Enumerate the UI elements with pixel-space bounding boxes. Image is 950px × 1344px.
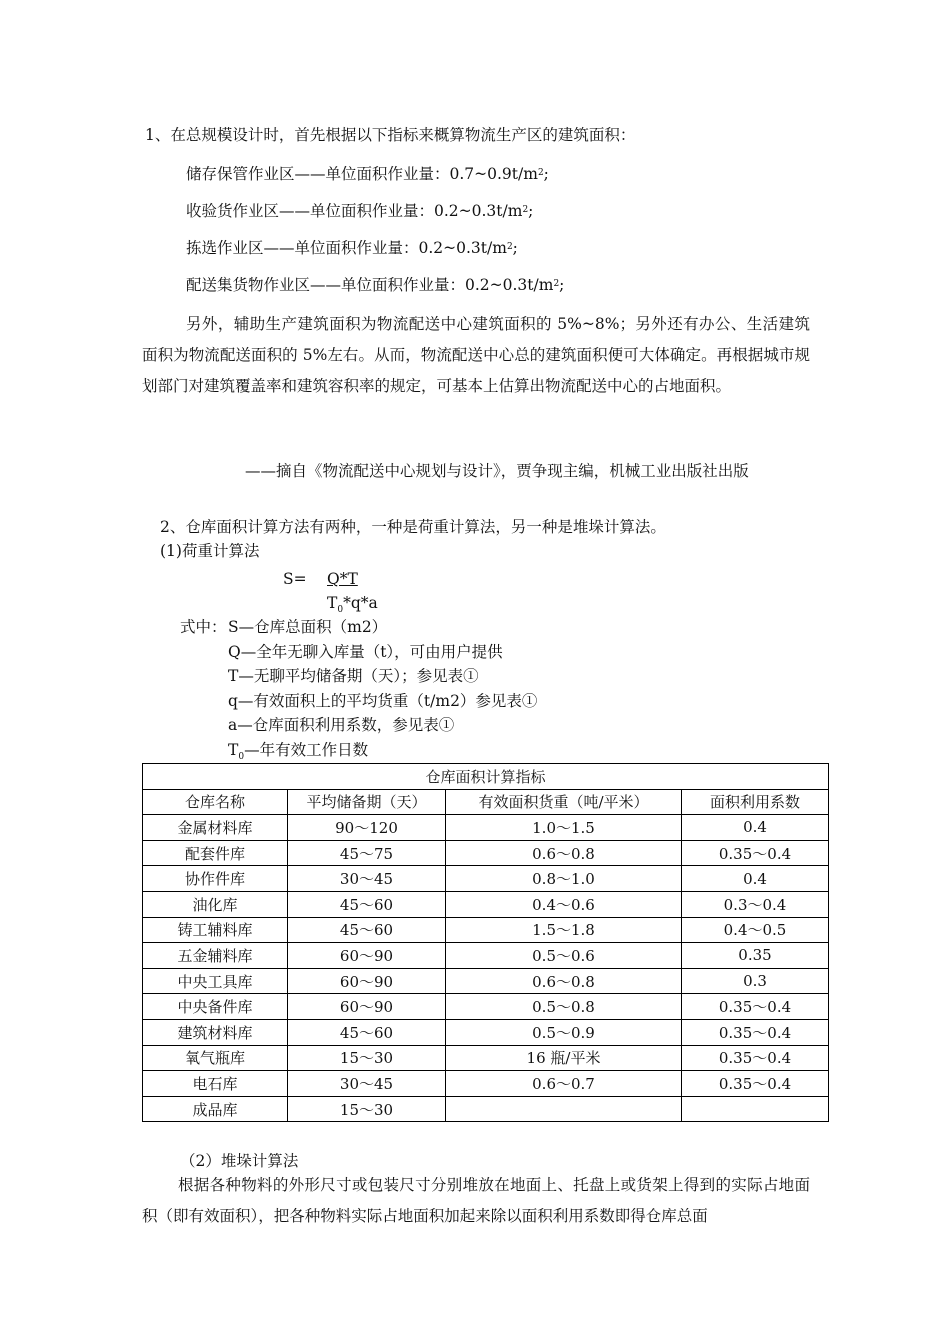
table-row bbox=[143, 1071, 829, 1097]
cell-load: 0.5～0.6 bbox=[446, 943, 682, 969]
indicator-unit-exp: 2 bbox=[506, 242, 513, 252]
cell-name: 油化库 bbox=[143, 891, 288, 917]
cell-name: 电石库 bbox=[143, 1071, 288, 1097]
definition-q-weight: q—有效面积上的平均货重（t/m2）参见表① bbox=[228, 692, 538, 710]
cell-name: 五金辅料库 bbox=[143, 943, 288, 969]
formula-den-t: T bbox=[327, 594, 338, 612]
header-coefficient: 面积利用系数 bbox=[682, 789, 829, 815]
definition-t0-sub: 0 bbox=[238, 752, 245, 762]
cell-coefficient: 0.35～0.4 bbox=[682, 1045, 829, 1071]
cell-coefficient: 0.35～0.4 bbox=[682, 1071, 829, 1097]
cell-load: 16 瓶/平米 bbox=[446, 1045, 682, 1071]
cell-period: 45～60 bbox=[288, 917, 446, 943]
section1-paragraph: 另外，辅助生产建筑面积为物流配送中心建筑面积的 5%~8%；另外还有办公、生活建筑面积为物流配送面积的 5%左右。从而，物流配送中心总的建筑面积便可大体确定。再根据城市规划部门对建筑覆盖率和建筑容积率的规定，可基本上估算出物流配送中心的占地面积。 bbox=[142, 315, 810, 395]
cell-name: 中央备件库 bbox=[143, 994, 288, 1020]
table-row bbox=[143, 1019, 829, 1045]
table-row bbox=[143, 1045, 829, 1071]
cell-period: 30～45 bbox=[288, 1071, 446, 1097]
cell-load: 0.5～0.9 bbox=[446, 1019, 682, 1045]
cell-coefficient: 0.4 bbox=[682, 866, 829, 892]
cell-period: 30～45 bbox=[288, 866, 446, 892]
section2-heading: 2、仓库面积计算方法有两种，一种是荷重计算法，另一种是堆垛计算法。 bbox=[160, 518, 666, 536]
definition-t: T—无聊平均储备期（天）；参见表① bbox=[228, 667, 479, 685]
cell-period: 60～90 bbox=[288, 994, 446, 1020]
table-header-row bbox=[143, 789, 829, 815]
cell-name: 成品库 bbox=[143, 1096, 288, 1122]
cell-load: 0.6～0.8 bbox=[446, 968, 682, 994]
method1-title: (1)荷重计算法 bbox=[160, 542, 260, 560]
method2-title: （2）堆垛计算法 bbox=[180, 1152, 299, 1170]
cell-load: 0.8～1.0 bbox=[446, 866, 682, 892]
cell-period: 15～30 bbox=[288, 1096, 446, 1122]
cell-period: 60～90 bbox=[288, 968, 446, 994]
cell-period: 45～75 bbox=[288, 840, 446, 866]
indicator-picking bbox=[186, 236, 518, 259]
cell-load: 0.6～0.7 bbox=[446, 1071, 682, 1097]
table-row bbox=[143, 994, 829, 1020]
table-title-row bbox=[143, 764, 829, 790]
cell-name: 建筑材料库 bbox=[143, 1019, 288, 1045]
cell-coefficient: 0.35～0.4 bbox=[682, 994, 829, 1020]
cell-coefficient: 0.35 bbox=[682, 943, 829, 969]
indicator-end: ; bbox=[559, 276, 565, 294]
table-row bbox=[143, 815, 829, 841]
cell-name: 氧气瓶库 bbox=[143, 1045, 288, 1071]
cell-load bbox=[446, 1096, 682, 1122]
indicator-unit-exp: 2 bbox=[537, 168, 544, 178]
indicator-end: ; bbox=[528, 202, 534, 220]
cell-name: 配套件库 bbox=[143, 840, 288, 866]
indicator-end: ; bbox=[543, 165, 549, 183]
cell-name: 协作件库 bbox=[143, 866, 288, 892]
formula-den-rest: *q*a bbox=[343, 594, 378, 612]
table-row bbox=[143, 917, 829, 943]
indicator-label: 储存保管作业区——单位面积作业量：0.7~0.9t/m bbox=[186, 165, 538, 183]
definition-t0-rest: —年有效工作日数 bbox=[244, 741, 369, 759]
formula-lhs: S= bbox=[283, 570, 307, 588]
cell-coefficient: 0.3 bbox=[682, 968, 829, 994]
cell-name: 铸工辅料库 bbox=[143, 917, 288, 943]
indicator-storage bbox=[186, 162, 549, 185]
cell-load: 1.5～1.8 bbox=[446, 917, 682, 943]
indicator-label: 收验货作业区——单位面积作业量：0.2~0.3t/m bbox=[186, 202, 523, 220]
warehouse-area-table bbox=[142, 763, 829, 1122]
table-row bbox=[143, 891, 829, 917]
section1-heading: 1、在总规模设计时，首先根据以下指标来概算物流生产区的建筑面积： bbox=[145, 126, 636, 144]
definition-t0-t: T bbox=[228, 741, 239, 759]
cell-load: 0.6～0.8 bbox=[446, 840, 682, 866]
cell-name: 金属材料库 bbox=[143, 815, 288, 841]
table-row bbox=[143, 866, 829, 892]
method2-paragraph: 根据各种物料的外形尺寸或包装尺寸分别堆放在地面上、托盘上或货架上得到的实际占地面积（即有效面积），把各种物料实际占地面积加起来除以面积利用系数即得仓库总面 bbox=[142, 1176, 810, 1225]
cell-load: 0.5～0.8 bbox=[446, 994, 682, 1020]
cell-coefficient bbox=[682, 1096, 829, 1122]
indicator-end: ; bbox=[512, 239, 518, 257]
cell-period: 60～90 bbox=[288, 943, 446, 969]
definition-s: S—仓库总面积（m2） bbox=[228, 618, 388, 636]
cell-period: 45～60 bbox=[288, 891, 446, 917]
indicator-unit-exp: 2 bbox=[522, 205, 529, 215]
header-name: 仓库名称 bbox=[143, 789, 288, 815]
cell-load: 1.0～1.5 bbox=[446, 815, 682, 841]
cell-period: 90～120 bbox=[288, 815, 446, 841]
cell-coefficient: 0.3～0.4 bbox=[682, 891, 829, 917]
cell-coefficient: 0.4～0.5 bbox=[682, 917, 829, 943]
table-title: 仓库面积计算指标 bbox=[143, 764, 829, 790]
table-row bbox=[143, 840, 829, 866]
cell-name: 中央工具库 bbox=[143, 968, 288, 994]
table-row bbox=[143, 1096, 829, 1122]
definition-a: a—仓库面积利用系数，参见表① bbox=[228, 716, 455, 734]
cell-load: 0.4～0.6 bbox=[446, 891, 682, 917]
indicator-unit-exp: 2 bbox=[553, 279, 560, 289]
formula-numerator: Q*T bbox=[327, 570, 358, 588]
cell-coefficient: 0.4 bbox=[682, 815, 829, 841]
indicator-label: 拣选作业区——单位面积作业量：0.2~0.3t/m bbox=[186, 239, 507, 257]
indicator-dispatch bbox=[186, 273, 564, 296]
header-load: 有效面积货重（吨/平米） bbox=[446, 789, 682, 815]
formula-den-sub: 0 bbox=[337, 605, 344, 615]
cell-coefficient: 0.35～0.4 bbox=[682, 1019, 829, 1045]
definitions-prefix: 式中： bbox=[180, 618, 227, 636]
indicator-receiving bbox=[186, 199, 533, 222]
table-row bbox=[143, 968, 829, 994]
definition-q: Q—全年无聊入库量（t），可由用户提供 bbox=[228, 643, 503, 661]
citation: ——摘自《物流配送中心规划与设计》，贾争现主编，机械工业出版社出版 bbox=[245, 462, 749, 480]
table-row bbox=[143, 943, 829, 969]
indicator-label: 配送集货物作业区——单位面积作业量：0.2~0.3t/m bbox=[186, 276, 554, 294]
cell-period: 45～60 bbox=[288, 1019, 446, 1045]
cell-coefficient: 0.35～0.4 bbox=[682, 840, 829, 866]
cell-period: 15～30 bbox=[288, 1045, 446, 1071]
header-period: 平均储备期（天） bbox=[288, 789, 446, 815]
